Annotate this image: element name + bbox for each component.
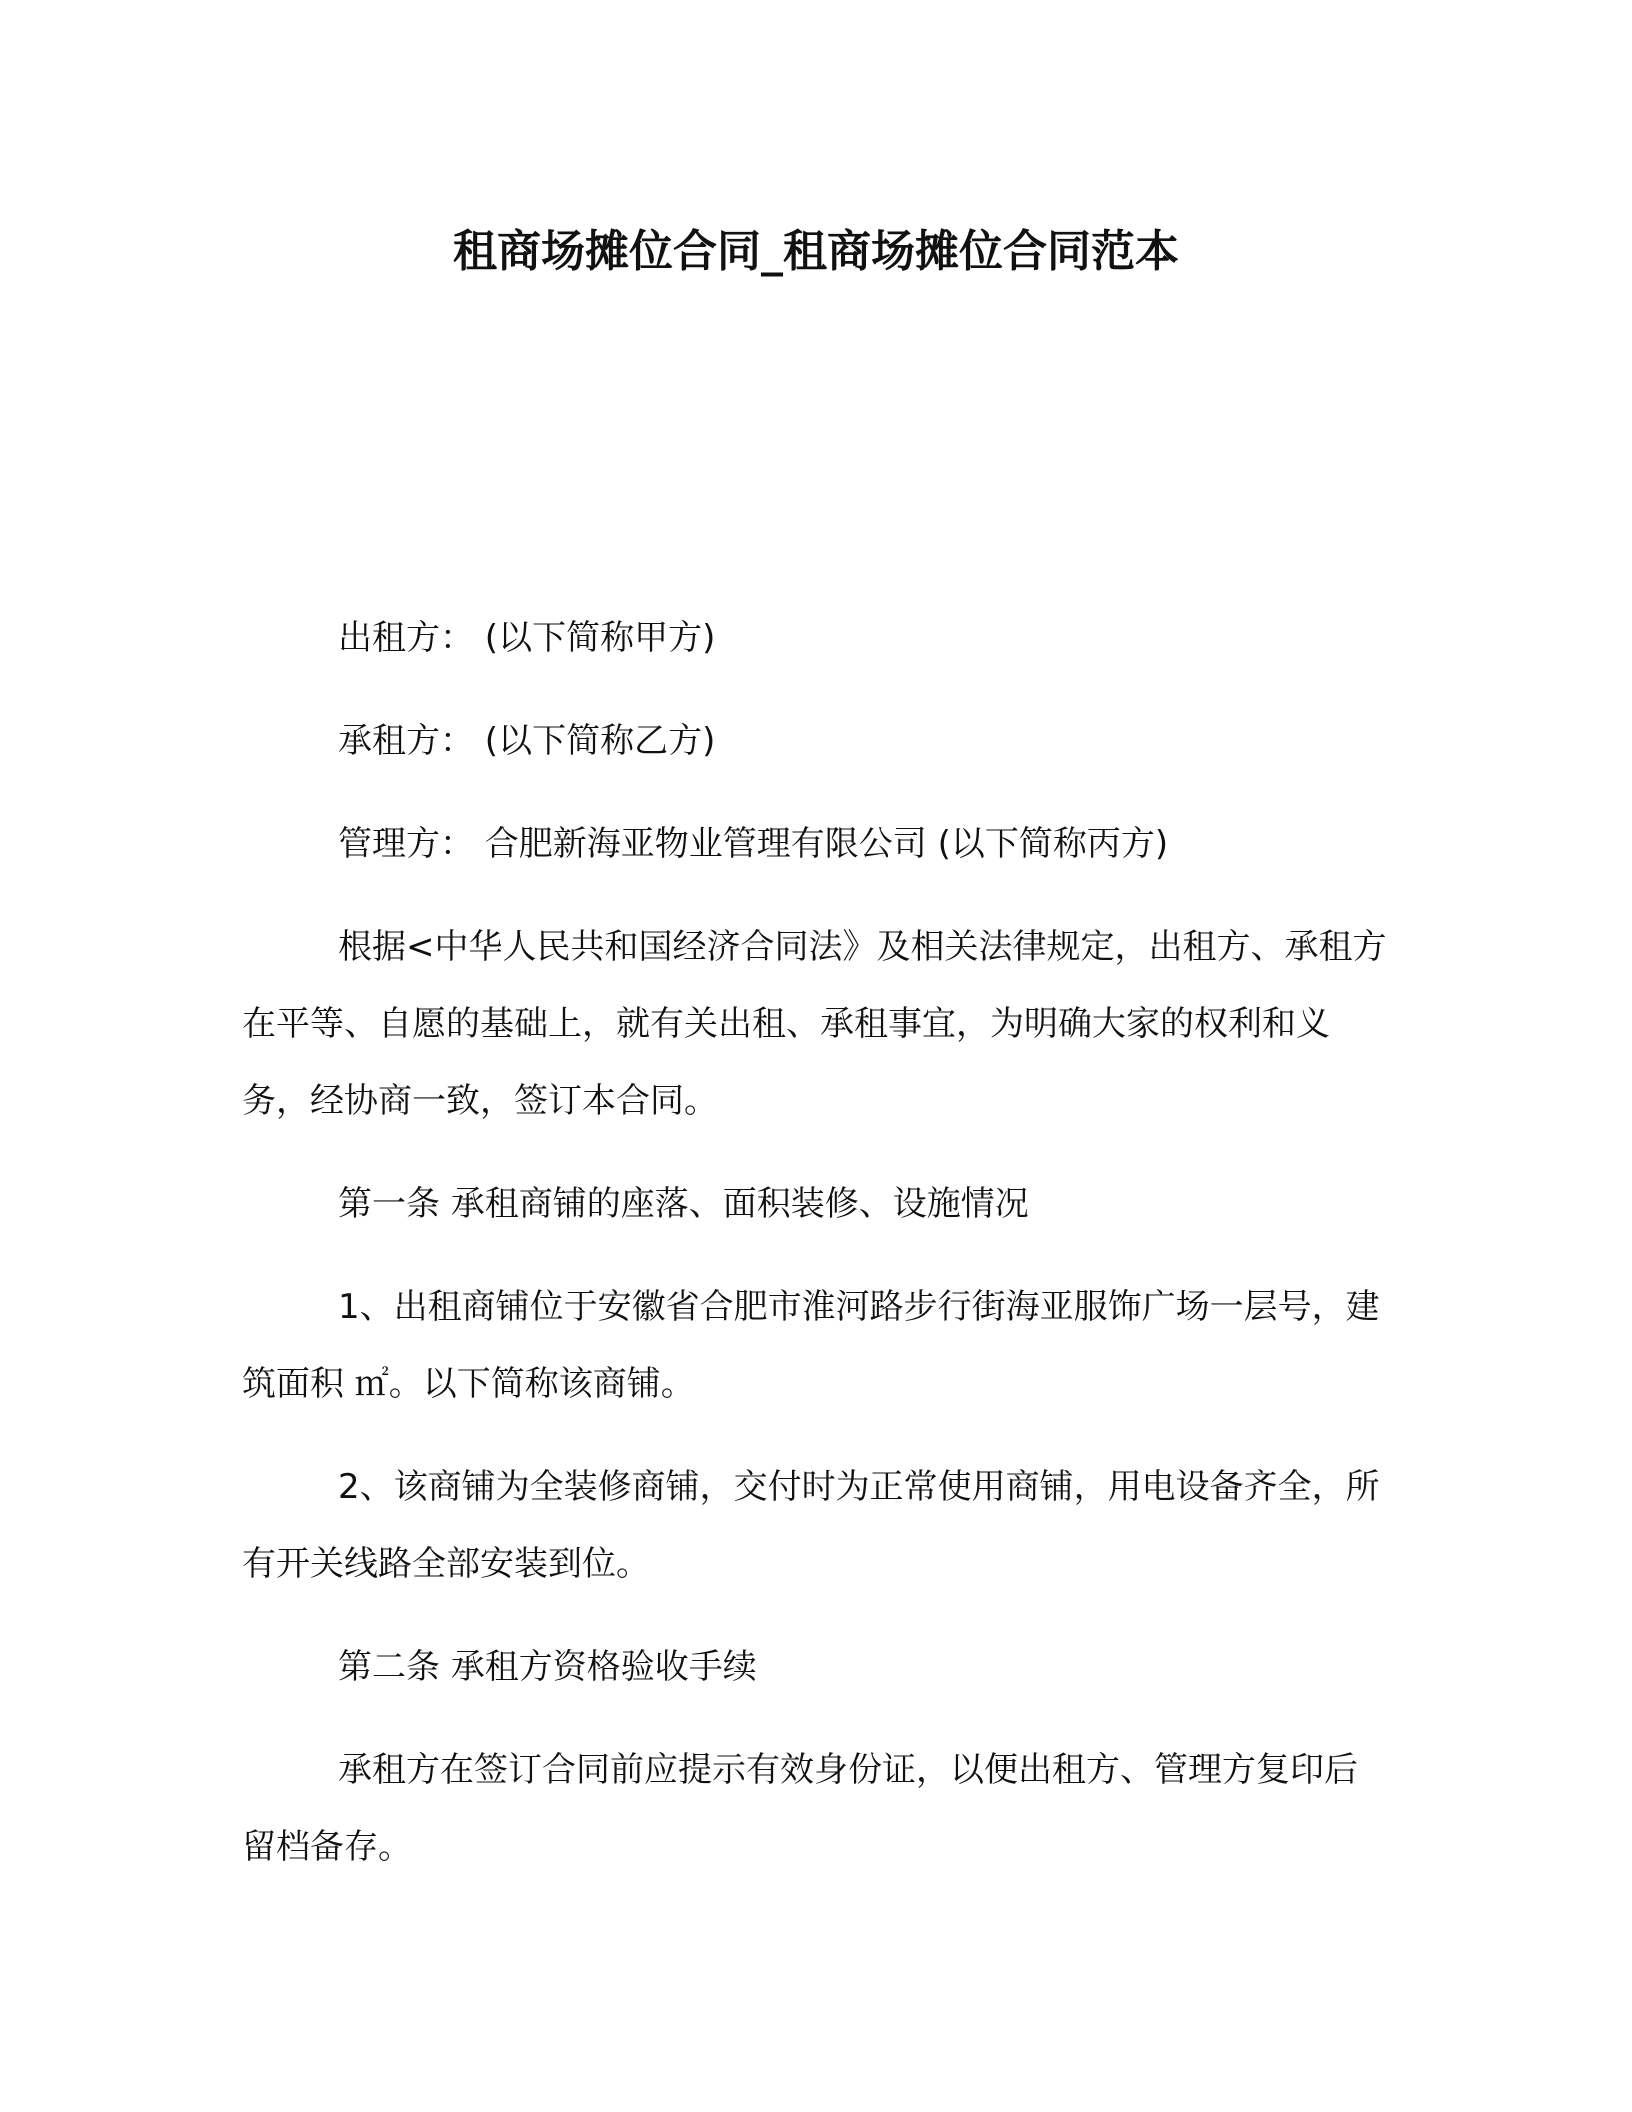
preamble-paragraph: 根据<中华人民共和国经济合同法》及相关法律规定，出租方、承租方在平等、自愿的基础上，就有关出租、承租事宜，为明确大家的权利和义务，经协商一致，签订本合同。	[242, 927, 1387, 1121]
document-title: 租商场摊位合同_租商场摊位合同范本	[453, 226, 1179, 277]
manager-line: 管理方： 合肥新海亚物业管理有限公司 (以下简称丙方)	[338, 824, 1169, 864]
lessee-line: 承租方： (以下简称乙方)	[338, 721, 716, 761]
lessor-line: 出租方： (以下简称甲方)	[338, 618, 716, 658]
article-2-heading: 第二条 承租方资格验收手续	[338, 1647, 757, 1687]
article-1-clause-2: 2、该商铺为全装修商铺，交付时为正常使用商铺，用电设备齐全，所有开关线路全部安装到位。	[242, 1467, 1380, 1584]
article-2-clause: 承租方在签订合同前应提示有效身份证，以便出租方、管理方复印后留档备存。	[242, 1750, 1358, 1867]
article-1-clause-1: 1、出租商铺位于安徽省合肥市淮河路步行街海亚服饰广场一层号，建筑面积 ㎡。以下简称该商铺。	[242, 1287, 1380, 1404]
document-body	[242, 600, 1390, 1912]
article-1-heading: 第一条 承租商铺的座落、面积装修、设施情况	[338, 1184, 1029, 1224]
